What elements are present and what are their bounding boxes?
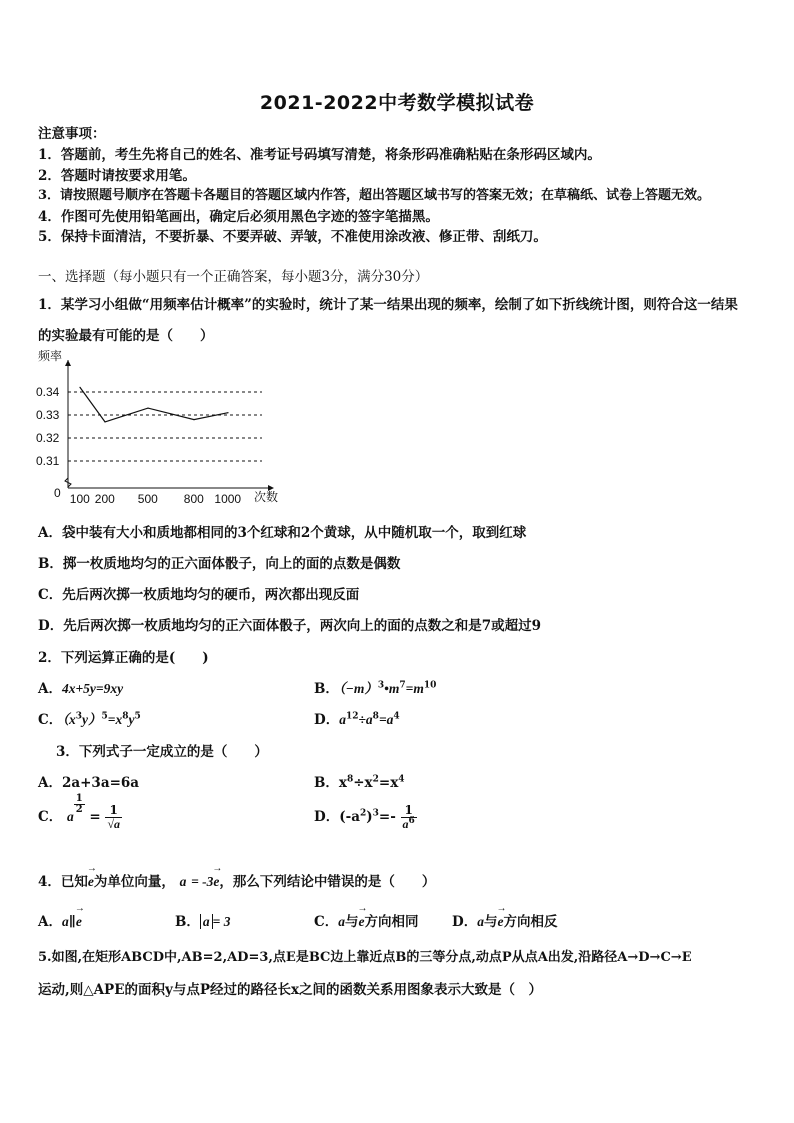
q3-option-b-label: B． [314, 775, 339, 791]
q4-b-val: = 3 [212, 914, 231, 929]
frequency-series-line [80, 387, 228, 422]
q3-c-exp-den: 2 [75, 804, 83, 815]
q4-c-vec-a: a [338, 914, 345, 929]
q2-b-base: （−m） [338, 681, 378, 696]
x-tick-1000: 1000 [214, 492, 242, 506]
data-point-100 [79, 387, 80, 388]
y-tick-0.31: 0.31 [36, 454, 60, 468]
q2-d-e3: 4 [393, 711, 400, 722]
data-point-800 [193, 419, 194, 420]
q4-d-with: 与 [483, 914, 498, 930]
q3-b-eq: =x [378, 775, 399, 791]
x-tick-100: 100 [69, 492, 90, 506]
q4-option-d[interactable] [452, 910, 557, 930]
q3-d-close: ) [366, 809, 373, 825]
q3-c-fraction [105, 804, 122, 831]
q2-b-eq: =m [405, 681, 424, 696]
q3-option-c-label: C． [38, 809, 63, 825]
q2-option-a[interactable] [38, 677, 123, 697]
q3-b-div: ÷x [353, 775, 373, 791]
y-tick-0.34: 0.34 [36, 385, 60, 399]
q2-c-base: （x [62, 712, 76, 727]
q4-mid2: ，那么下列结论中错误的是（ ） [219, 874, 436, 890]
q4-option-b[interactable] [175, 910, 231, 930]
notice-item-5: 5．保持卡面清洁，不要折暴、不要弄破、弄皱，不准使用涂改液、修正带、刮纸刀。 [38, 229, 547, 245]
q2-option-b[interactable] [314, 677, 436, 697]
q3-option-d[interactable] [314, 804, 417, 831]
q4-a-vec-a: a [61, 914, 69, 929]
x-tick-500: 500 [137, 492, 158, 506]
q2-c-e4: 5 [134, 711, 141, 722]
q4-mid1: 为单位向量， [93, 874, 175, 890]
q2-option-b-label: B． [314, 681, 339, 697]
q3-c-den: √a [107, 817, 120, 831]
y-tick-0.33: 0.33 [36, 408, 60, 422]
q1-option-b[interactable]: B．掷一枚质地均匀的正六面体骰子，向上的面的点数是偶数 [38, 556, 401, 572]
q2-option-d-label: D． [314, 712, 340, 728]
q5-stem-line2: 运动,则△APE的面积y与点P经过的路径长x之间的函数关系用图象表示大致是（ ） [38, 982, 543, 998]
q3-stem: 3．下列式子一定成立的是（ ） [56, 744, 268, 760]
q2-d-e1: 12 [345, 711, 359, 722]
q3-option-b[interactable] [314, 771, 405, 791]
q2-stem: 2．下列运算正确的是( ) [38, 650, 209, 666]
q2-d-eq: =a [378, 712, 394, 727]
q4-option-d-label: D． [452, 914, 478, 930]
q2-d-div: ÷a [358, 712, 373, 727]
q2-c-e2: 5 [101, 711, 108, 722]
q3-d-base: (-a [339, 809, 360, 825]
q2-b-exp1: 3 [377, 680, 385, 691]
x-tick-200: 200 [94, 492, 115, 506]
q3-d-e1: 2 [359, 808, 367, 819]
q3-d-den-exp: 6 [408, 816, 415, 826]
q1-option-a[interactable]: A．袋中装有大小和质地都相同的3个红球和2个黄球，从中随机取一个，取到红球 [38, 525, 527, 541]
q4-c-with: 与 [345, 914, 359, 930]
q4-option-b-label: B． [175, 914, 200, 930]
q3-c-eq: = [89, 809, 101, 825]
q2-c-tail: y [128, 712, 135, 727]
q3-c-exp-num: 1 [75, 793, 83, 804]
notice-item-2: 2．答题时请按要求用笔。 [38, 168, 196, 184]
q1-option-c[interactable]: C．先后两次掷一枚质地均匀的硬币，两次都出现反面 [38, 587, 360, 603]
q4-b-abs-a: a [200, 914, 213, 929]
notice-item-3: 3．请按照题号顺序在答题卡各题目的答题区域内作答，超出答题区域书写的答案无效；在草稿纸、试卷上答题无效。 [38, 188, 711, 203]
q2-option-c[interactable] [38, 708, 141, 728]
q4-vector-e: → e [88, 874, 94, 890]
q3-option-d-label: D． [314, 809, 340, 825]
y-tick-0.32: 0.32 [36, 431, 60, 445]
q2-c-eq: =x [107, 712, 123, 727]
q3-c-base: a [66, 809, 74, 824]
q2-option-d[interactable] [314, 708, 400, 728]
q2-d-e2: 8 [372, 711, 379, 722]
q4-d-tail: 方向相反 [503, 914, 558, 930]
page-title: 2021-2022中考数学模拟试卷 [259, 92, 535, 114]
q4-option-c-label: C． [314, 914, 339, 930]
y-axis-label: 频率 [38, 349, 63, 363]
y-axis-arrow [65, 360, 71, 366]
q4-c-vec-e: → e [359, 914, 365, 930]
q4-option-a-label: A． [38, 914, 62, 930]
q3-d-num: 1 [401, 804, 417, 818]
x-axis-label: 次数 [254, 490, 279, 504]
q4-d-vec-e: → e [497, 914, 503, 930]
q3-b-base: x [338, 775, 347, 791]
q2-b-exp2: 7 [399, 680, 406, 691]
q3-option-a[interactable]: A．2a+3a=6a [38, 775, 140, 791]
q5-stem-line1: 5.如图,在矩形ABCD中,AB=2,AD=3,点E是BC边上靠近点B的三等分点,动点P从点A出发,沿路径A→D→C→E [38, 950, 692, 965]
q2-b-mid: •m [384, 681, 400, 696]
data-point-500 [147, 408, 148, 409]
q1-stem-line1: 1．某学习小组做“用频率估计概率”的实验时，统计了某一结果出现的频率，绘制了如下折线统计图，则符合这一结果 [38, 297, 738, 313]
q3-c-exponent [74, 794, 85, 815]
q4-eq: = -3 [191, 874, 214, 889]
q2-b-exp3: 10 [423, 680, 437, 691]
q3-b-e2: 2 [372, 774, 379, 785]
q4-a-parallel: ∥ [68, 914, 76, 930]
section-heading: 一、选择题（每小题只有一个正确答案，每小题3分，满分30分） [38, 269, 429, 285]
origin-label: 0 [54, 486, 61, 500]
q1-stem-line2: 的实验最有可能的是（ ） [38, 328, 214, 344]
q3-d-fraction [401, 804, 417, 831]
data-point-1000 [227, 412, 228, 413]
q1-option-d[interactable]: D．先后两次掷一枚质地均匀的正六面体骰子，两次向上的面的点数之和是7或超过9 [38, 618, 541, 634]
q4-stem [38, 870, 435, 890]
q4-vector-a: a [179, 874, 187, 889]
q3-b-e3: 4 [398, 774, 405, 785]
q2-option-a-expr: 4x+5y=9xy [61, 681, 124, 696]
q4-d-vec-a: a [477, 914, 484, 929]
q2-option-c-label: C． [38, 712, 63, 728]
q4-prefix: 4．已知 [38, 874, 88, 890]
x-tick-800: 800 [183, 492, 204, 506]
q2-c-e3: 8 [122, 711, 129, 722]
q4-option-a[interactable] [38, 910, 82, 930]
q4-a-vec-e: → e [76, 914, 82, 930]
notice-item-4: 4．作图可先使用铅笔画出，确定后必须用黑色字迹的签字笔描黑。 [38, 209, 439, 225]
q3-d-den: a [402, 817, 409, 831]
q4-vector-e-2: → e [213, 874, 219, 890]
data-point-200 [104, 421, 105, 422]
frequency-line-chart [30, 346, 300, 510]
q3-d-e2: 3 [372, 808, 379, 819]
q3-d-eq: =- [378, 809, 396, 825]
q2-option-a-label: A． [38, 681, 62, 697]
q2-c-e1: 3 [75, 711, 83, 722]
q3-option-c[interactable] [38, 793, 122, 831]
q2-d-a1: a [339, 712, 346, 727]
notice-heading: 注意事项： [38, 126, 106, 142]
q4-c-tail: 方向相同 [364, 914, 419, 930]
q4-option-c[interactable] [314, 910, 419, 930]
q3-c-num: 1 [105, 804, 122, 818]
notice-item-1: 1．答题前，考生先将自己的姓名、准考证号码填写清楚，将条形码准确粘贴在条形码区域内。 [38, 147, 601, 163]
q3-b-e1: 8 [346, 774, 354, 785]
q2-c-mid: y） [82, 712, 102, 727]
